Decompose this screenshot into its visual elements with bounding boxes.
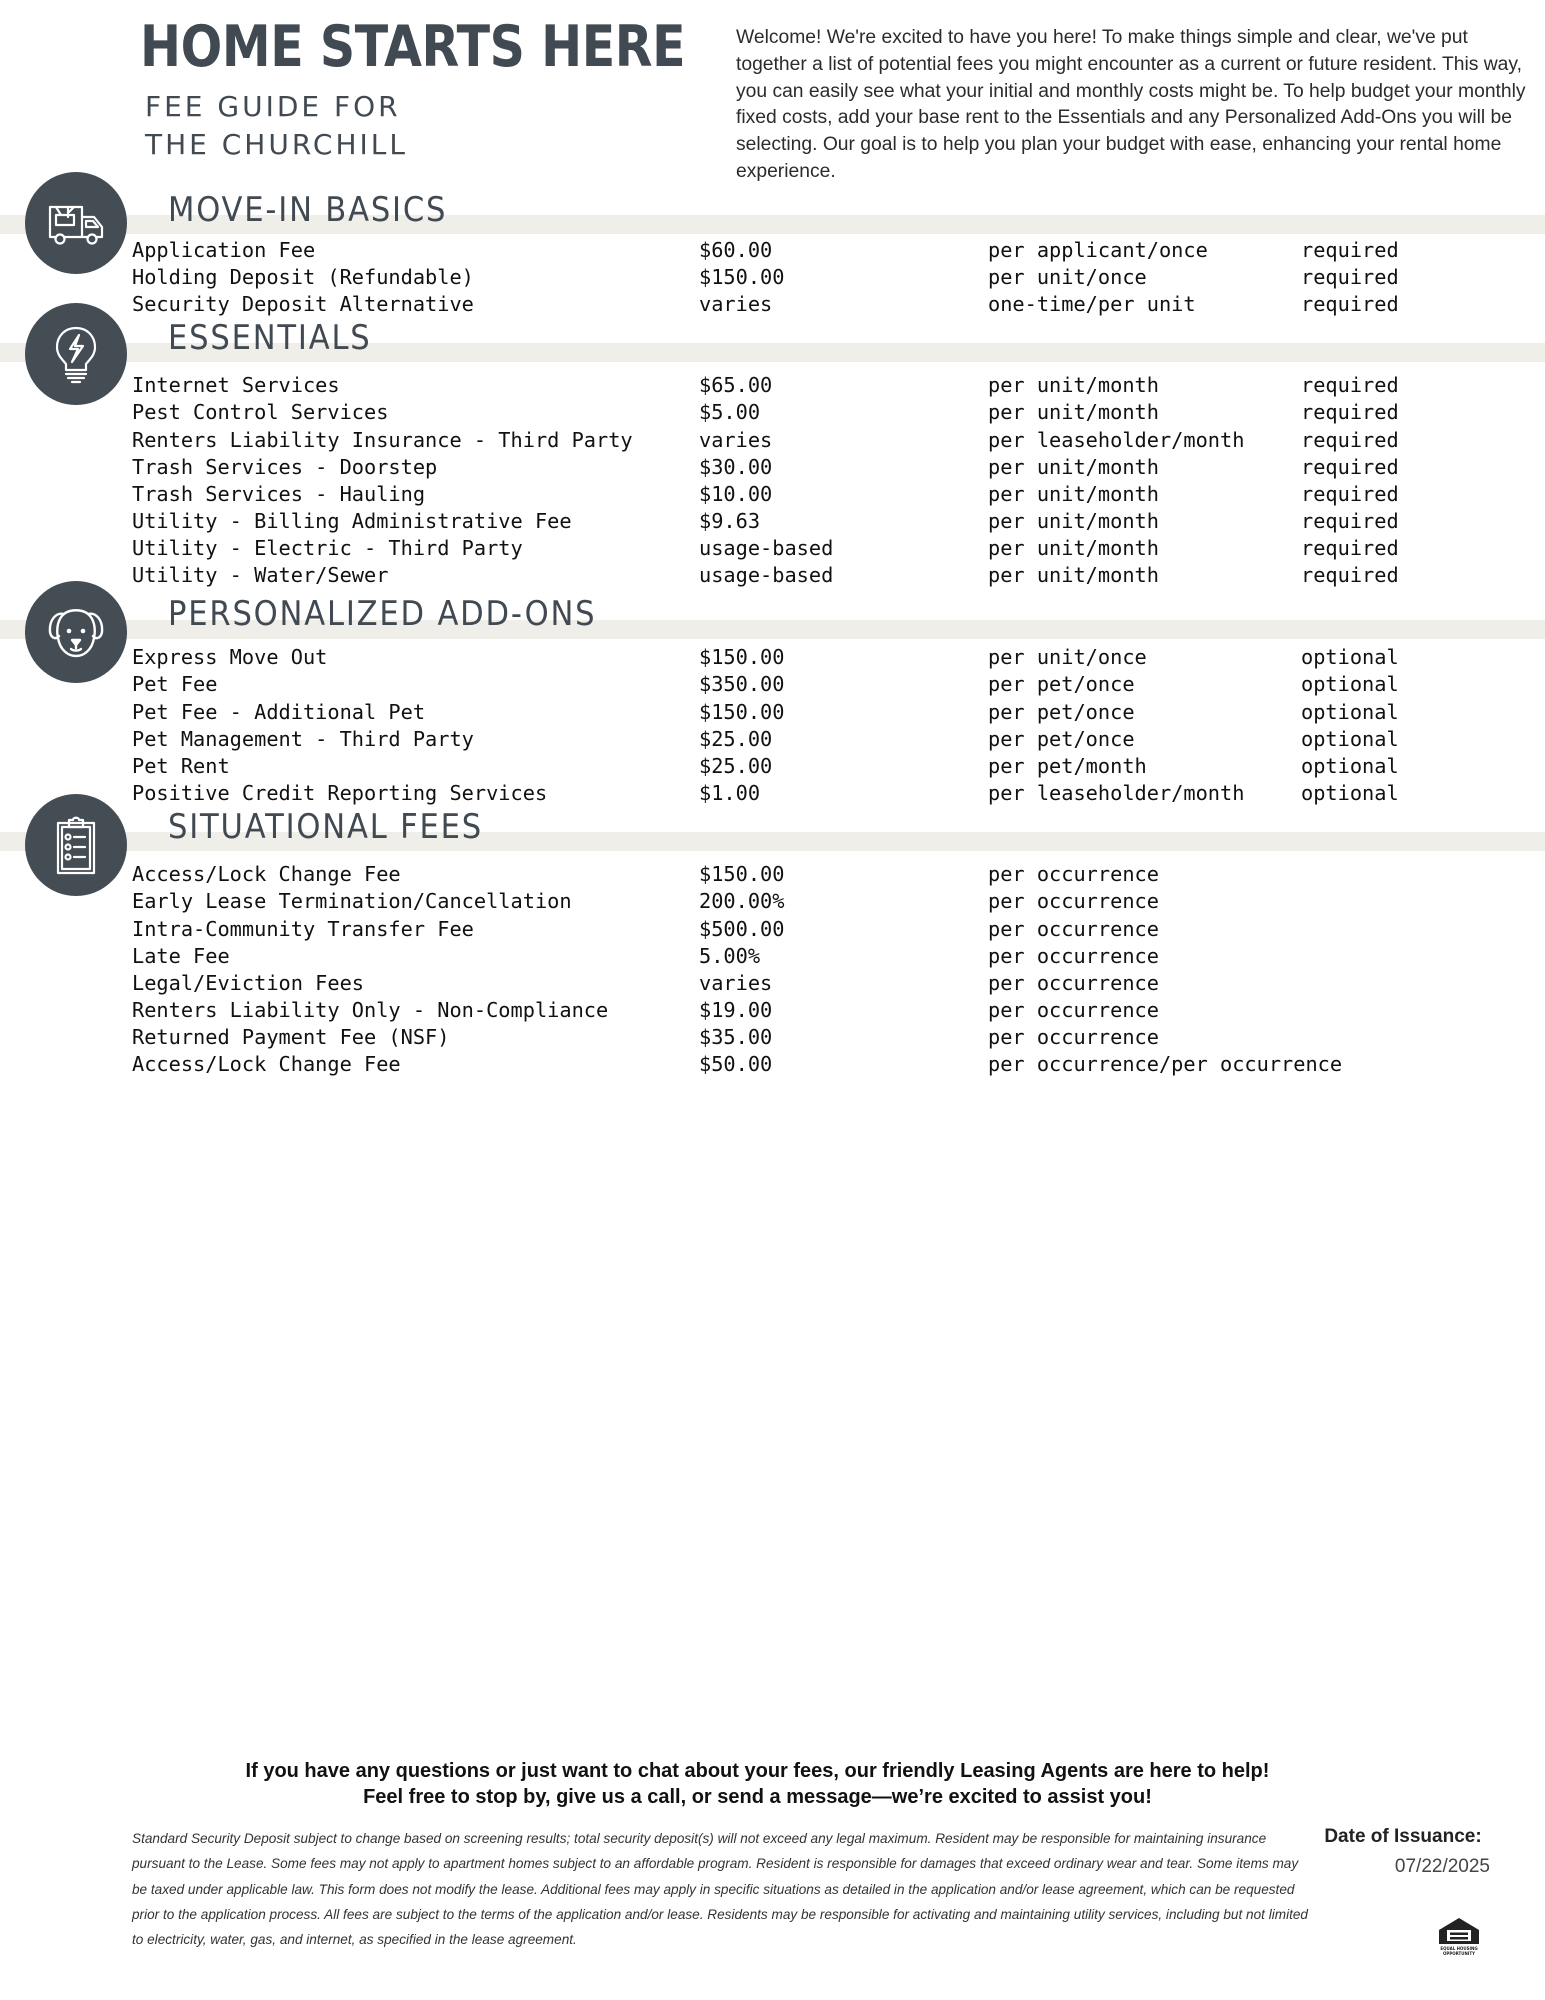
fee-name: Express Move Out (132, 645, 328, 669)
table-row (0, 862, 1545, 889)
fee-requirement: optional (1301, 781, 1399, 805)
fee-amount: 5.00% (699, 944, 761, 968)
fee-requirement: required (1301, 563, 1399, 587)
fee-requirement: required (1301, 536, 1399, 560)
fee-name: Positive Credit Reporting Services (132, 781, 548, 805)
fee-name: Returned Payment Fee (NSF) (132, 1025, 450, 1049)
table-row (0, 536, 1545, 563)
fee-frequency: per unit/month (988, 563, 1159, 587)
section-title: ESSENTIALS (168, 318, 372, 358)
fee-requirement: required (1301, 428, 1399, 452)
fee-frequency: per unit/month (988, 536, 1159, 560)
table-row (0, 428, 1545, 455)
page-subtitle-line1: FEE GUIDE FOR (145, 90, 401, 123)
table-row (0, 727, 1545, 754)
table-row (0, 373, 1545, 400)
fee-amount: $5.00 (699, 400, 761, 424)
fee-amount: $50.00 (699, 1052, 773, 1076)
fee-amount: varies (699, 292, 773, 316)
fee-frequency: per occurrence (988, 862, 1159, 886)
section-title: SITUATIONAL FEES (168, 807, 483, 847)
table-row (0, 1052, 1545, 1079)
table-row (0, 917, 1545, 944)
table-row (0, 781, 1545, 808)
page-title: HOME STARTS HERE (140, 14, 686, 80)
fee-frequency: per leaseholder/month (988, 781, 1245, 805)
fee-requirement: optional (1301, 672, 1399, 696)
fee-frequency: per unit/month (988, 455, 1159, 479)
fee-requirement: optional (1301, 727, 1399, 751)
fee-name: Pet Management - Third Party (132, 727, 474, 751)
table-row (0, 944, 1545, 971)
fee-requirement: required (1301, 373, 1399, 397)
fee-frequency: per pet/once (988, 700, 1135, 724)
table-row (0, 455, 1545, 482)
fee-name: Utility - Water/Sewer (132, 563, 389, 587)
fee-amount: $10.00 (699, 482, 773, 506)
table-row (0, 400, 1545, 427)
fee-name: Legal/Eviction Fees (132, 971, 364, 995)
issuance-label: Date of Issuance: (1324, 1826, 1482, 1847)
fee-name: Late Fee (132, 944, 230, 968)
fee-amount: 200.00% (699, 889, 785, 913)
fee-amount: usage-based (699, 536, 834, 560)
fee-frequency: per occurrence (988, 889, 1159, 913)
table-row (0, 482, 1545, 509)
fee-frequency: per occurrence (988, 971, 1159, 995)
table-row (0, 971, 1545, 998)
fee-name: Trash Services - Doorstep (132, 455, 438, 479)
fee-amount: usage-based (699, 563, 834, 587)
fee-name: Renters Liability Insurance - Third Party (132, 428, 633, 452)
table-row (0, 889, 1545, 916)
contact-line-1: If you have any questions or just want to chat about your fees, our friendly Leasing Agents are here to help! (245, 1760, 1270, 1782)
fee-name: Application Fee (132, 238, 316, 262)
fee-name: Utility - Electric - Third Party (132, 536, 523, 560)
fee-amount: $1.00 (699, 781, 761, 805)
fee-name: Trash Services - Hauling (132, 482, 426, 506)
table-row (0, 1025, 1545, 1052)
fee-amount: varies (699, 428, 773, 452)
fee-frequency: per occurrence (988, 944, 1159, 968)
fee-frequency: per unit/once (988, 265, 1147, 289)
table-row (0, 238, 1545, 265)
table-row (0, 265, 1545, 292)
table-row (0, 700, 1545, 727)
fee-name: Early Lease Termination/Cancellation (132, 889, 572, 913)
fee-requirement: optional (1301, 754, 1399, 778)
fee-requirement: required (1301, 292, 1399, 316)
fee-requirement: required (1301, 265, 1399, 289)
fee-name: Access/Lock Change Fee (132, 862, 401, 886)
issuance-date: 07/22/2025 (1394, 1856, 1490, 1877)
section-title: PERSONALIZED ADD-ONS (168, 594, 597, 634)
fee-frequency: per leaseholder/month (988, 428, 1245, 452)
fee-name: Pet Fee - Additional Pet (132, 700, 426, 724)
fee-frequency: per unit/month (988, 373, 1159, 397)
section-title: MOVE-IN BASICS (168, 190, 448, 230)
fee-name: Pest Control Services (132, 400, 389, 424)
fee-name: Intra-Community Transfer Fee (132, 917, 474, 941)
fee-amount: $35.00 (699, 1025, 773, 1049)
fee-frequency: per occurrence (988, 917, 1159, 941)
fee-frequency: per pet/month (988, 754, 1147, 778)
table-row (0, 292, 1545, 319)
fee-frequency: per applicant/once (988, 238, 1208, 262)
fee-requirement: required (1301, 455, 1399, 479)
fee-amount: $19.00 (699, 998, 773, 1022)
page-subtitle-line2: THE CHURCHILL (145, 128, 408, 161)
fee-amount: varies (699, 971, 773, 995)
fee-name: Internet Services (132, 373, 340, 397)
intro-paragraph: Welcome! We're excited to have you here! To make things simple and clear, we've put together a list of potential fees you might encounter as a current or future resident. This way, you can easily see what your initial and monthly costs might be. To help budget your monthly fixed costs, add your base rent to the Essentials and any Personalized Add-Ons you will be selecting. Our goal is to help you plan your budget with ease, enhancing your rental home experience. (736, 27, 1526, 182)
fee-amount: $150.00 (699, 862, 785, 886)
fee-frequency: per occurrence (988, 1025, 1159, 1049)
fee-amount: $150.00 (699, 645, 785, 669)
svg-text:EQUAL HOUSING: EQUAL HOUSING (1440, 1946, 1478, 1951)
equal-housing-opportunity-icon (1436, 1916, 1482, 1958)
fee-amount: $150.00 (699, 700, 785, 724)
fee-amount: $25.00 (699, 754, 773, 778)
fee-name: Security Deposit Alternative (132, 292, 474, 316)
table-row (0, 672, 1545, 699)
fee-frequency: per unit/month (988, 482, 1159, 506)
fee-name: Pet Fee (132, 672, 218, 696)
table-row (0, 509, 1545, 536)
contact-line-2: Feel free to stop by, give us a call, or send a message—we’re excited to assist you! (363, 1786, 1152, 1808)
fee-requirement: optional (1301, 645, 1399, 669)
table-row (0, 754, 1545, 781)
fee-requirement: required (1301, 238, 1399, 262)
table-row (0, 645, 1545, 672)
fee-frequency: per unit/month (988, 400, 1159, 424)
fee-requirement: required (1301, 400, 1399, 424)
fee-frequency: one-time/per unit (988, 292, 1196, 316)
fee-amount: $30.00 (699, 455, 773, 479)
fee-frequency: per unit/once (988, 645, 1147, 669)
fee-requirement: optional (1301, 700, 1399, 724)
fee-amount: $25.00 (699, 727, 773, 751)
fee-requirement: required (1301, 482, 1399, 506)
fee-name: Renters Liability Only - Non-Compliance (132, 998, 609, 1022)
table-row (0, 563, 1545, 590)
fee-frequency: per occurrence/per occurrence (988, 1052, 1343, 1076)
fee-amount: $65.00 (699, 373, 773, 397)
fee-name: Utility - Billing Administrative Fee (132, 509, 572, 533)
fee-requirement: required (1301, 509, 1399, 533)
fee-amount: $350.00 (699, 672, 785, 696)
fee-frequency: per pet/once (988, 727, 1135, 751)
fee-name: Holding Deposit (Refundable) (132, 265, 474, 289)
table-row (0, 998, 1545, 1025)
fee-frequency: per pet/once (988, 672, 1135, 696)
fee-name: Pet Rent (132, 754, 230, 778)
fee-frequency: per unit/month (988, 509, 1159, 533)
fee-name: Access/Lock Change Fee (132, 1052, 401, 1076)
fee-amount: $9.63 (699, 509, 761, 533)
svg-text:OPPORTUNITY: OPPORTUNITY (1442, 1951, 1476, 1956)
fee-frequency: per occurrence (988, 998, 1159, 1022)
disclaimer-text: Standard Security Deposit subject to change based on screening results; total security deposit(s) will not exceed any legal maximum. Resident may be responsible for maintaining insurance pursuant to the Lease. Some fees may not apply to apartment homes subject to an affordable program. Resident is responsible for damages that exceed ordinary wear and tear. Some items may be taxed under applicable law. This form does not modify the lease. Additional fees may apply in specific situations as detailed in the application and/or lease agreement, which can be requested prior to the application process. All fees are subject to the terms of the application and/or lease. Residents may be responsible for activating and maintaining utility services, including but not limited to electricity, water, gas, and internet, as specified in the lease agreement. (132, 1831, 1308, 1948)
fee-amount: $60.00 (699, 238, 773, 262)
fee-amount: $150.00 (699, 265, 785, 289)
fee-amount: $500.00 (699, 917, 785, 941)
